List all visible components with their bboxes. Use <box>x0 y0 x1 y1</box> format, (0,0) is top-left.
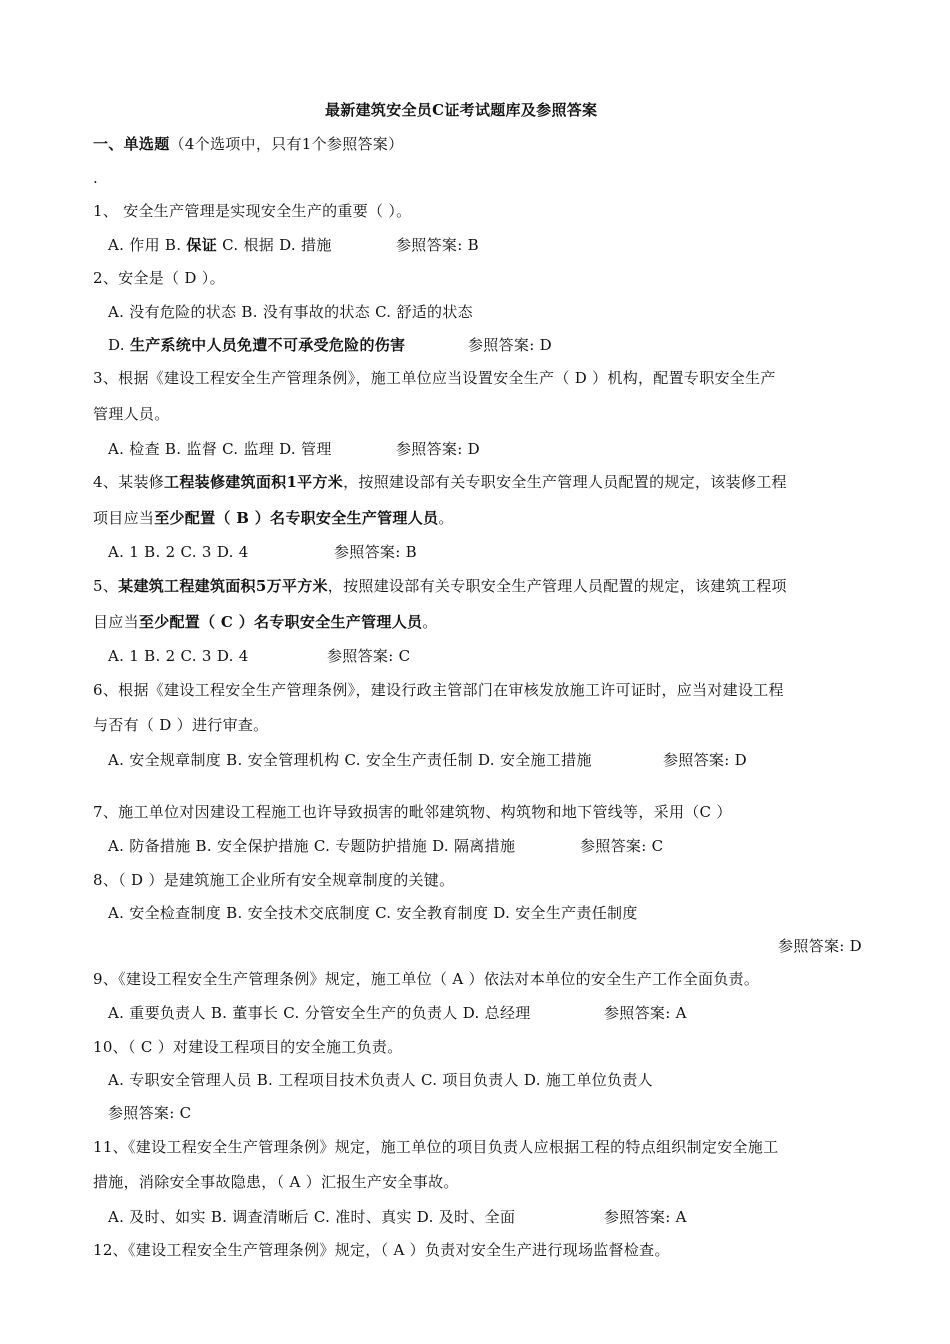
question-5-answer: 参照答案: C <box>327 647 411 665</box>
question-9-stem: 9、《建设工程安全生产管理条例》规定，施工单位（ A ）依法对本单位的安全生产工作全面负责。 <box>93 970 760 988</box>
question-6-answer: 参照答案: D <box>663 751 747 769</box>
question-7-options: A. 防备措施 B. 安全保护措施 C. 专题防护措施 D. 隔离措施 <box>108 837 516 855</box>
question-1-answer: 参照答案: B <box>396 236 479 254</box>
question-3-answer: 参照答案: D <box>396 440 480 458</box>
question-10-answer: 参照答案: C <box>108 1104 192 1122</box>
question-12-stem: 12、《建设工程安全生产管理条例》规定，（ A ）负责对安全生产进行现场监督检查。 <box>93 1241 670 1259</box>
question-10-options: A. 专职安全管理人员 B. 工程项目技术负责人 C. 项目负责人 D. 施工单位负责人 <box>108 1071 653 1089</box>
question-2-options: A. 没有危险的状态 B. 没有事故的状态 C. 舒适的状态 <box>108 303 473 321</box>
question-8-stem: 8、（ D ）是建筑施工企业所有安全规章制度的关键。 <box>93 871 455 889</box>
question-1-options: A. 作用 B. 保证 C. 根据 D. 措施 <box>108 236 332 254</box>
question-6-stem-line2: 与否有（ D ）进行审查。 <box>93 716 269 734</box>
question-11-answer: 参照答案: A <box>604 1208 687 1226</box>
question-6-options: A. 安全规章制度 B. 安全管理机构 C. 安全生产责任制 D. 安全施工措施 <box>108 751 592 769</box>
question-4-stem-line2: 项目应当至少配置（ B ）名专职安全生产管理人员。 <box>93 509 454 527</box>
question-5-options: A. 1 B. 2 C. 3 D. 4 <box>108 647 249 665</box>
question-8-answer: 参照答案: D <box>778 937 862 955</box>
question-4-answer: 参照答案: B <box>334 543 417 561</box>
question-9-options: A. 重要负责人 B. 董事长 C. 分管安全生产的负责人 D. 总经理 <box>108 1004 531 1022</box>
question-4-options: A. 1 B. 2 C. 3 D. 4 <box>108 543 249 561</box>
question-10-stem: 10、（ C ）对建设工程项目的安全施工负责。 <box>93 1038 403 1056</box>
section-heading: 一、单选题 <box>93 135 170 153</box>
question-7-answer: 参照答案: C <box>580 837 664 855</box>
question-11-stem-line2: 措施，消除安全事故隐患，（ A ）汇报生产安全事故。 <box>93 1173 459 1191</box>
question-3-options: A. 检查 B. 监督 C. 监理 D. 管理 <box>108 440 332 458</box>
question-2-option-d: D. 生产系统中人员免遭不可承受危险的伤害 <box>108 336 406 354</box>
section-note: （4个选项中，只有1个参照答案） <box>169 135 404 153</box>
question-2-stem: 2、安全是（ D ）。 <box>93 269 225 287</box>
stray-dot: . <box>93 169 99 187</box>
question-11-stem-line1: 11、《建设工程安全生产管理条例》规定，施工单位的项目负责人应根据工程的特点组织制定安全施工 <box>93 1138 779 1156</box>
question-3-stem-line1: 3、根据《建设工程安全生产管理条例》，施工单位应当设置安全生产（ D ）机构，配置专职安全生产 <box>93 369 776 387</box>
question-4-stem-line1: 4、某装修工程装修建筑面积1平方米，按照建设部有关专职安全生产管理人员配置的规定，该装修工程 <box>93 473 787 491</box>
question-8-options: A. 安全检查制度 B. 安全技术交底制度 C. 安全教育制度 D. 安全生产责任制度 <box>108 904 638 922</box>
question-9-answer: 参照答案: A <box>604 1004 687 1022</box>
question-5-stem-line2: 目应当至少配置（ C ）名专职安全生产管理人员。 <box>93 613 438 631</box>
question-1-stem: 1、 安全生产管理是实现安全生产的重要（ ）。 <box>93 202 412 220</box>
question-11-options: A. 及时、如实 B. 调查清晰后 C. 准时、真实 D. 及时、全面 <box>108 1208 516 1226</box>
section-heading-line <box>93 134 403 154</box>
question-5-stem-line1: 5、某建筑工程建筑面积5万平方米，按照建设部有关专职安全生产管理人员配置的规定，该建筑工程项 <box>93 577 787 595</box>
question-3-stem-line2: 管理人员。 <box>93 405 170 423</box>
question-2-answer: 参照答案: D <box>468 336 552 354</box>
question-7-stem: 7、施工单位对因建设工程施工也许导致损害的毗邻建筑物、构筑物和地下管线等，采用（C ） <box>93 803 732 821</box>
question-6-stem-line1: 6、根据《建设工程安全生产管理条例》，建设行政主管部门在审核发放施工许可证时，应当对建设工程 <box>93 681 784 699</box>
document-title: 最新建筑安全员C证考试题库及参照答案 <box>325 101 598 119</box>
